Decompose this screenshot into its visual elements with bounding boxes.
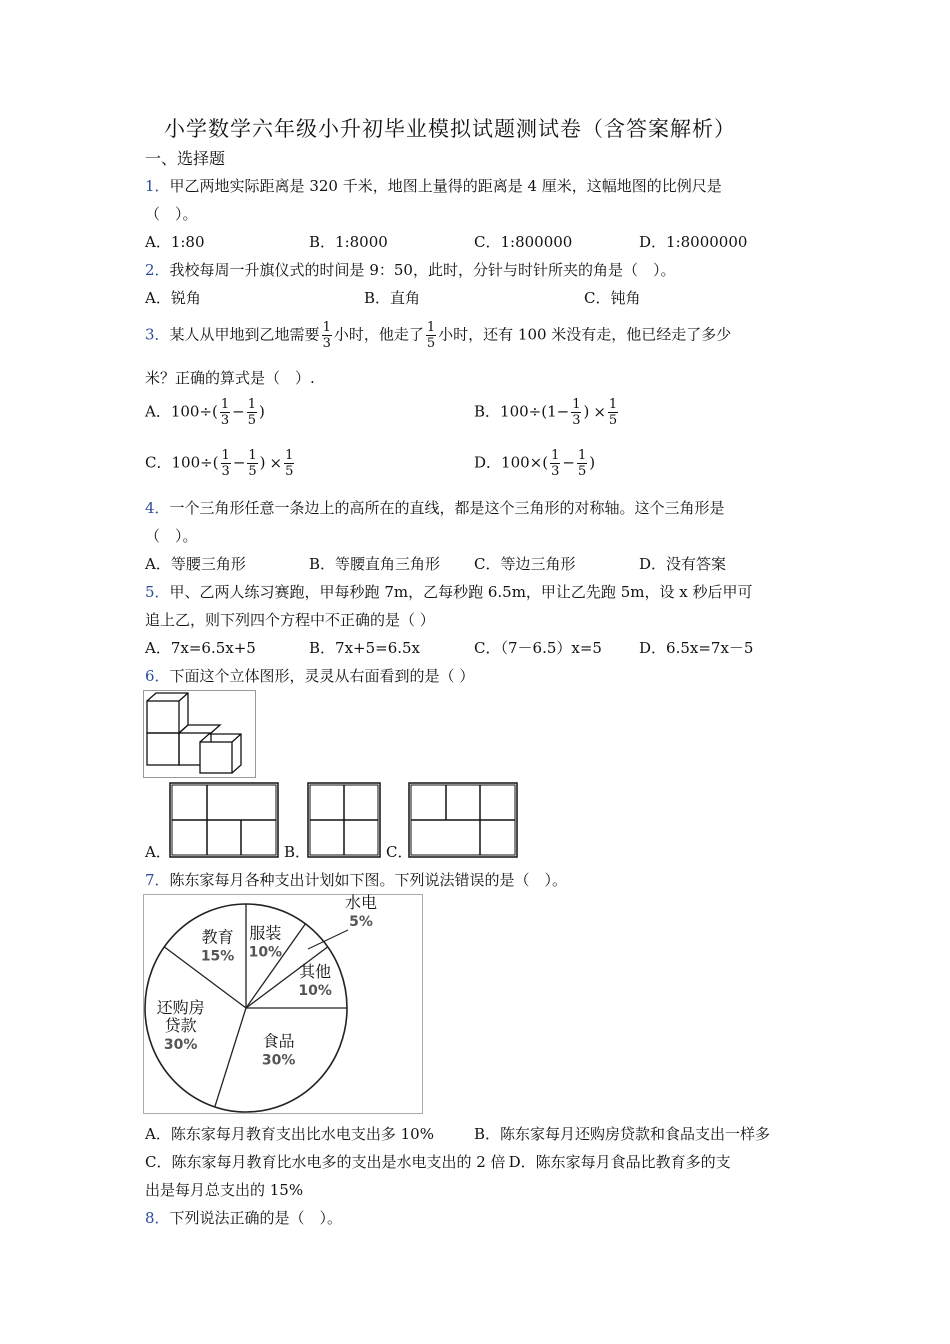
- question-1-line2: （ ）。: [145, 205, 198, 223]
- q7-option-a[interactable]: A．陈东家每月教育支出比水电支出多 10%: [145, 1125, 434, 1143]
- pie-slice-label: 教育: [201, 927, 234, 947]
- question-number: 3．: [145, 325, 170, 344]
- q6-option-b[interactable]: B．: [284, 843, 311, 861]
- question-6: [145, 666, 474, 686]
- fraction: $\frac{1}{3}$: [322, 320, 331, 351]
- q7-option-c[interactable]: C．陈东家每月教育比水电多的支出是水电支出的 2 倍 D．陈东家每月食品比教育多的支: [145, 1153, 731, 1171]
- question-text: 陈东家每月各种支出计划如下图。下列说法错误的是（ ）。: [169, 871, 568, 889]
- q1-option-a[interactable]: A．1:80: [145, 233, 205, 251]
- q1-option-b[interactable]: B．1:8000: [309, 233, 388, 251]
- q3-option-a[interactable]: A．100÷( $\frac{1}{3}$ − $\frac{1}{5}$ ): [145, 397, 265, 428]
- pie-value-label: 30%: [163, 1036, 198, 1053]
- pie-value-label: 30%: [261, 1052, 296, 1069]
- q4-option-b[interactable]: B．等腰直角三角形: [309, 555, 441, 573]
- pie-slice-label: 贷款: [164, 1015, 197, 1035]
- question-8: [145, 1208, 342, 1228]
- question-number: 5．: [145, 583, 170, 601]
- expense-pie-chart: [143, 894, 423, 1114]
- question-number: 7．: [145, 871, 170, 889]
- q1-option-c[interactable]: C．1:800000: [474, 233, 573, 251]
- question-number: 6．: [145, 667, 170, 685]
- question-number: 4．: [145, 499, 170, 517]
- q5-option-d[interactable]: D．6.5x=7x－5: [639, 639, 754, 657]
- question-4: [145, 498, 725, 518]
- question-1: [145, 176, 722, 196]
- question-5: [145, 582, 752, 602]
- q3-option-b[interactable]: B．100÷(1− $\frac{1}{3}$ ) × $\frac{1}{5}$: [474, 397, 618, 428]
- q5-option-c[interactable]: C．（7－6.5）x=5: [474, 639, 602, 657]
- pie-slice-label: 其他: [299, 961, 332, 981]
- q3-option-c[interactable]: C．100÷( $\frac{1}{3}$ − $\frac{1}{5}$ ) × $\frac{1}{5}$: [145, 448, 294, 479]
- fraction: $\frac{1}{5}$: [426, 320, 436, 351]
- question-3: 3．某人从甲地到乙地需要 $\frac{1}{3}$ 小时，他走了 $\frac{1}{5}$ 小时，还有 100 米没有走，他已经走了多少: [145, 320, 732, 351]
- pie-value-label: 5%: [349, 914, 373, 930]
- solid-figure: [143, 690, 256, 778]
- question-number: 8．: [145, 1209, 170, 1227]
- q6-option-c[interactable]: C．: [386, 843, 413, 861]
- q1-option-d[interactable]: D．1:8000000: [639, 233, 748, 251]
- q2-option-b[interactable]: B．直角: [364, 289, 421, 307]
- q3-option-d[interactable]: D．100×( $\frac{1}{3}$ − $\frac{1}{5}$ ): [474, 448, 596, 479]
- q4-option-d[interactable]: D．没有答案: [639, 555, 727, 573]
- q5-option-a[interactable]: A．7x=6.5x+5: [145, 639, 256, 657]
- question-text: 甲、乙两人练习赛跑，甲每秒跑 7m，乙每秒跑 6.5m，甲让乙先跑 5m，设 x 秒后甲可: [169, 583, 753, 601]
- question-text: 我校每周一升旗仪式的时间是 9：50，此时，分针与时针所夹的角是（ ）。: [169, 261, 676, 279]
- question-5-line2: 追上乙，则下列四个方程中不正确的是（ ）: [145, 611, 435, 629]
- q4-option-a[interactable]: A．等腰三角形: [145, 555, 246, 573]
- q6-option-c-figure[interactable]: [408, 782, 518, 858]
- question-text: 下面这个立体图形，灵灵从右面看到的是（ ）: [169, 667, 475, 685]
- q7-option-d-line2: 出是每月总支出的 15%: [145, 1181, 304, 1199]
- question-2: [145, 260, 675, 280]
- q5-option-b[interactable]: B．7x+5=6.5x: [309, 639, 421, 657]
- question-text: 一个三角形任意一条边上的高所在的直线，都是这个三角形的对称轴。这个三角形是: [169, 499, 725, 517]
- q4-option-c[interactable]: C．等边三角形: [474, 555, 576, 573]
- q6-option-a[interactable]: A．: [145, 843, 171, 861]
- question-text: 下列说法正确的是（ ）。: [169, 1209, 343, 1227]
- question-text: 甲乙两地实际距离是 320 千米，地图上量得的距离是 4 厘米，这幅地图的比例尺是: [169, 177, 722, 195]
- section-heading: 一、选择题: [145, 149, 226, 168]
- question-number: 1．: [145, 177, 170, 195]
- page-title: 小学数学六年级小升初毕业模拟试题测试卷（含答案解析）: [164, 117, 736, 141]
- q2-option-c[interactable]: C．钝角: [584, 289, 641, 307]
- pie-slice-label: 水电: [344, 894, 378, 912]
- pie-slice-label: 服装: [249, 923, 282, 943]
- pie-value-label: 15%: [200, 948, 235, 965]
- q7-option-b[interactable]: B．陈东家每月还购房贷款和食品支出一样多: [474, 1125, 771, 1143]
- pie-value-label: 10%: [298, 982, 332, 999]
- q2-option-a[interactable]: A．锐角: [145, 289, 201, 307]
- q6-option-b-figure[interactable]: [307, 782, 381, 858]
- question-4-line2: （ ）。: [145, 527, 198, 545]
- question-7: [145, 870, 567, 890]
- pie-slice-label: 食品: [262, 1031, 295, 1051]
- question-text: 某人从甲地到乙地需要: [169, 325, 320, 344]
- q6-option-a-figure[interactable]: [169, 782, 279, 858]
- q7-option-d[interactable]: D．陈东家每月食品比教育多的支: [508, 1153, 731, 1171]
- pie-value-label: 10%: [248, 944, 283, 961]
- pie-slice-label: 还购房: [156, 997, 205, 1017]
- question-3-line2: 米？正确的算式是（ ）.: [145, 369, 315, 387]
- question-number: 2．: [145, 261, 170, 279]
